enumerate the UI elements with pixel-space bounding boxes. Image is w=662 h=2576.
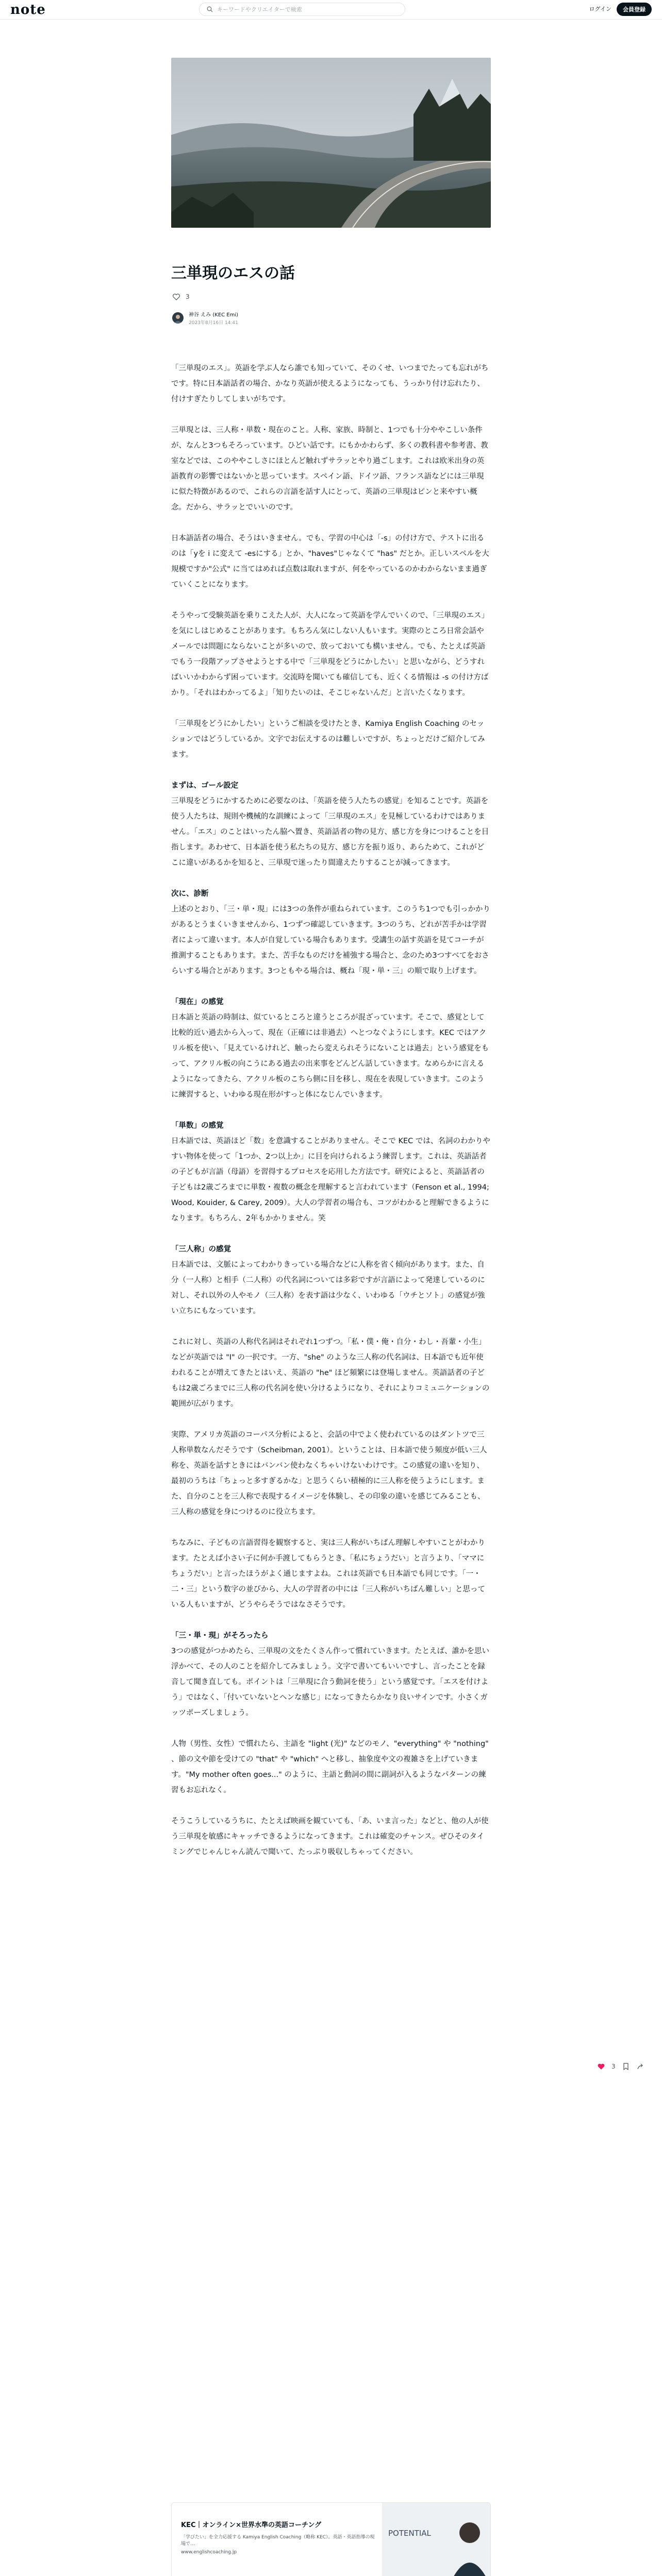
avatar[interactable]: [172, 312, 184, 324]
like-count: 3: [186, 293, 190, 300]
paragraph: 人物（男性、女性）で慣れたら、主語を "light (光)" などのモノ、"everything" や "nothing" 、節の文や節を受けての "that" や "which" へと移し、抽象度や文の複雑さを上げていきます。"My mother often goes..." のように、主語と動詞の間に副詞が入るようなパターンの練習もお忘れなく。: [171, 1740, 489, 1794]
side-like-count: 3: [611, 2063, 616, 2070]
like-area-top[interactable]: [172, 293, 190, 301]
article-body: [171, 361, 491, 1875]
paragraph: 三単現とは、三人称・単数・現在のこと。人称、家族、時制と、1つでも十分ややこしい条件が、なんと3つもそろっています。ひどい話です。にもかかわらず、多くの教科書や参考書、教室などでは、このややこしさにほとんど触れずサラッとやり過ごします。これは欧米出身の英語教育の影響ではないかと思っています。スペイン語、ドイツ語、フランス語などには三単現に似た特徴があるので、これらの言語を話す人にとって、英語の三単現はピンと来やすい概念。だから、サラッとでいいのです。: [171, 426, 488, 512]
mountain-road-photo: [171, 58, 491, 228]
note-logo[interactable]: note: [10, 2, 46, 18]
header: [0, 0, 662, 20]
bookmark-icon[interactable]: [622, 2062, 630, 2071]
section-heading: まずは、ゴール設定: [171, 782, 239, 790]
section-heading: 次に、診断: [171, 890, 209, 898]
paragraph: これに対し、英語の人称代名詞はそれぞれ1つずつ。「私・僕・俺・自分・わし・吾輩・小生」などが英語では "I" の一択です。一方、"she" のような三人称の代名詞は、日本語でも近年使われることが増えてきたとはいえ、英語の "he" ほど頻繁には登場しません。英語話者の子どもは2歳ごろまでに三人称の代名詞を使い分けるようになり、それによりコミュニケーションの範囲が広がります。: [171, 1338, 490, 1408]
section-heading: 「三人称」の感覚: [171, 1245, 231, 1253]
paragraph: 日本語では、文脈によってわかりきっている場合などに人称を省く傾向があります。また、自分（一人称）と相手（二人称）の代名詞については多彩ですが言語によって発達しているのに対し、それ以外の人やモノ（三人称）を表す語は少なく、いわゆる「ウチとソト」の感覚が強い立ちにもなっています。: [171, 1261, 485, 1315]
paragraph: 日本語と英語の時制は、似ているところと違うところが混ざっています。そこで、感覚として比較的近い過去から入って、現在（正確には非過去）へとつなぐようにします。KEC ではアクリル板を使い、「見えているけれど、触ったら変えられそうにないことは過去」という感覚をもって、アクリル板の向こうにある過去の出来事をどんどん話していきます。なめらかに言えるようになってきたら、アクリル板のこちら側に目を移し、現在を表現していきます。このように練習すると、いわゆる現在形がすっと体になじんでいきます。: [171, 1013, 489, 1099]
paragraph: ちなみに、子どもの言語習得を観察すると、実は三人称がいちばん理解しやすいことがわかります。たとえば小さい子に何か手渡してもらうとき、「私にちょうだい」と言うより、「ママにちょうだい」と言ったほうがよく通じますよね。これは英語でも日本語でも同じです。「一・二・三」という数字の並びから、大人の学習者の中には「三人称がいちばん難しい」と思っている人もいますが、どうやらそうではなさそうです。: [171, 1539, 485, 1609]
article-title: 三単現のエスの話: [171, 264, 295, 282]
paragraph: 実際、アメリカ英語のコーパス分析によると、会話の中でよく使われているのはダントツで三人称単数なんだそうです（Scheibman, 2001）。ということは、日本語で使う頻度が低い三人称を、英語を話すときにはバンバン使わなくちゃいけないわけです。この感覚の違いを知り、最初のうちは「ちょっと多すぎるかな」と思うくらい積極的に三人称を使うようにします。また、自分のことを三人称で表現するイメージを体験し、その印象の違いを感じてみることも、三人称の感覚を身につけるのに役立ちます。: [171, 1431, 487, 1516]
paragraph: 3つの感覚がつかめたら、三単現の文をたくさん作って慣れていきます。たとえば、誰かを思い浮かべて、その人のことを紹介してみましょう。文字で書いてもいいですし、言ったことを録音して聞き直しても。ポイントは「三単現に合う動詞を使う」という感覚です。「エスを付けよう」ではなく、「付いていないとヘンな感じ」になってきたらかなり良いサインです。小さくガッツポーズしましょう。: [171, 1647, 490, 1717]
paragraph: 三単現をどうにかするために必要なのは、「英語を使う人たちの感覚」を知ることです。英語を使う人たちは、規則や機械的な訓練によって「三単現のエス」を見極しているわけではありません。「エス」のことはいったん脇へ置き、英語話者の物の見方、感じ方を身につけることを目指します。あわせて、日本語を使う私たちの見方、感じ方を振り返り、あらためて、これがどこに違いがあるかを知ると、三単現で迷ったり間違えたりすることが減ってきます。: [171, 797, 489, 867]
paragraph: 上述のとおり、「三・単・現」には3つの条件が重ねられています。このうち1つでも引っかかりがあるとうまくいきませんから、1つずつ確認していきます。3つのうち、どれが苦手かは学習者によって違います。本人が自覚している場合もあります。受講生の話す英語を見てコーチが推測することもあります。また、苦手なものだけを補強する場合と、念のため3つすべてをおさらいする場合とがあります。3つともやる場合は、概ね「現・単・三」の順で取り上げます。: [171, 905, 491, 975]
paragraph: 日本語話者の場合、そうはいきません。でも、学習の中心は「-s」の付け方で、テストに出るのは「yを i に変えて -esにする」とか、"haves"じゃなくて "has" だとか。正しいスペルを大規模ですか"公式" に当てはめれば点数は取れますが、何をやっているのかわからないまま過ぎていくことになります。: [171, 534, 489, 589]
author-name[interactable]: 神谷 えみ (KEC Emi): [189, 312, 239, 318]
link-card-thumbnail: [382, 2503, 491, 2576]
link-card-url: www.englishcoaching.jp: [181, 2550, 237, 2555]
search-box[interactable]: [199, 3, 405, 16]
heart-icon[interactable]: [597, 2062, 605, 2071]
search-icon: [207, 6, 213, 12]
link-card-desc: 「学びたい」を全力応援する Kamiya English Coaching（略称 KEC）。英語・英語指導の現場で…: [181, 2535, 375, 2547]
paragraph: 日本語では、英語ほど「数」を意識することがありません。そこで KEC では、名詞のわかりやすい物体を使って「1つか、2つ以上か」に目を向けられるよう練習します。これは、英語話者の子どもが言語（母語）を習得するプロセスを応用した方法です。研究によると、英語話者の子どもは2歳ごろまでに単数・複数の概念を理解すると言われています（Fenson et al., 1994; Wood, Kouider, & Carey, 2009）。大人の学習者の場合も、コツがわかると理解できるようになります。もちろん、2年もかかりません。笑: [171, 1137, 490, 1223]
side-actions: [597, 2062, 644, 2071]
section-heading: 「単数」の感覚: [171, 1122, 224, 1130]
paragraph: そうこうしているうちに、たとえば映画を観ていても、「あ、いま言った」などと、他の人が使う三単現を敏感にキャッチできるようになってきます。これは確変のチャンス。ぜひそのタイミングでじゃんじゃん読んで聞いて、たっぷり吸収しちゃってください。: [171, 1817, 489, 1856]
search-input[interactable]: [217, 6, 392, 13]
share-icon[interactable]: [636, 2062, 644, 2071]
link-card[interactable]: [171, 2502, 491, 2576]
hero-image: [171, 58, 491, 228]
paragraph: そうやって受験英語を乗りこえた人が、大人になって英語を学んでいくので、「三単現のエス」を気にしはじめることがあります。もちろん気にしない人もいます。実際のところ日常会話やメールでは問題にならないことが多いので、放っておいても構いません。でも、たとえば英語でもう一段階アップさせようとする中で「三単現をどうにかしたい」と思いながら、どうすればいいかわからず困っています。交流時を聞いても確信しても、近くくる情報は -s の付け方ばかり。「それはわかってるよ」「知りたいのは、そこじゃないんだ」と言いたくなります。: [171, 612, 489, 697]
link-card-title[interactable]: KEC｜オンライン×世界水準の英語コーチング: [181, 2521, 322, 2529]
paragraph: 「三単現をどうにかしたい」というご相談を受けたとき、Kamiya English Coaching のセッションではどうしているか。文字でお伝えするのは難しいですが、ちょっとだけご紹介してみます。: [171, 720, 485, 759]
paragraph: 「三単現のエス」。英語を学ぶ人なら誰でも知っていて、そのくせ、いつまでたっても忘れがちです。特に日本語話者の場合、かなり英語が使えるようになっても、うっかり付け忘れたり、付けすぎたりしてしまいがちです。: [171, 364, 489, 403]
publish-date: 2023年8月16日 14:41: [189, 320, 238, 326]
login-link[interactable]: ログイン: [589, 6, 611, 12]
thumbnail-caption: POTENTIAL: [388, 2529, 431, 2538]
section-heading: 「三・単・現」がそろったら: [171, 1632, 269, 1640]
signup-button[interactable]: 会員登録: [617, 3, 652, 16]
heart-icon[interactable]: [172, 293, 180, 301]
author-row[interactable]: [172, 310, 238, 326]
section-heading: 「現在」の感覚: [171, 998, 224, 1006]
